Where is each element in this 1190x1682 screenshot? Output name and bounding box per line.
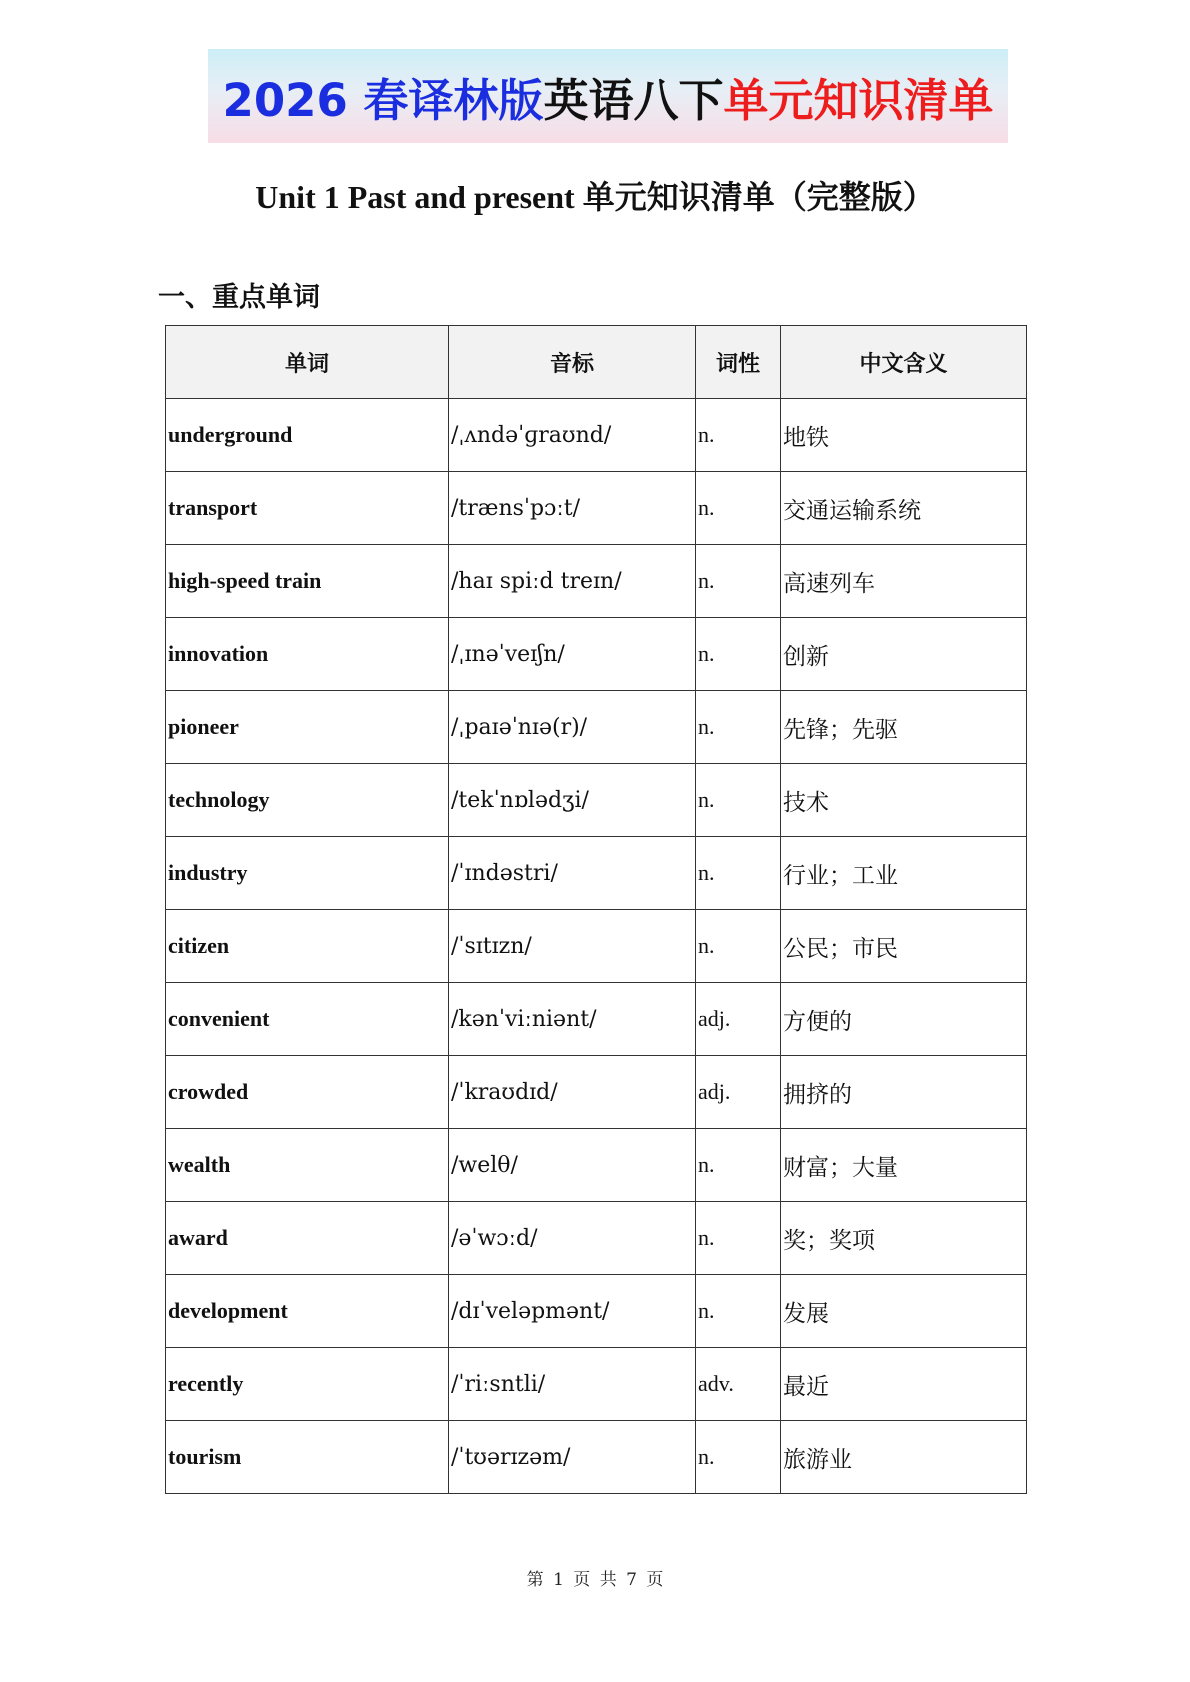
cell-phonetic: /ˈkraʊdɪd/ <box>449 1056 696 1129</box>
cell-word: transport <box>166 472 449 545</box>
table-row <box>166 983 1027 1056</box>
cell-pos: adj. <box>696 1056 781 1129</box>
cell-meaning: 公民；市民 <box>781 910 1027 983</box>
cell-phonetic: /ˌʌndəˈɡraʊnd/ <box>449 399 696 472</box>
cell-meaning: 交通运输系统 <box>781 472 1027 545</box>
cell-word: industry <box>166 837 449 910</box>
cell-phonetic: /dɪˈveləpmənt/ <box>449 1275 696 1348</box>
banner-doc-type: 单元知识清单 <box>723 73 994 127</box>
cell-word: technology <box>166 764 449 837</box>
page-footer: 第 1 页 共 7 页 <box>526 1570 664 1590</box>
cell-pos: n. <box>696 910 781 983</box>
cell-word: high-speed train <box>166 545 449 618</box>
cell-phonetic: /welθ/ <box>449 1129 696 1202</box>
cell-pos: n. <box>696 691 781 764</box>
table-row <box>166 1421 1027 1494</box>
table-row <box>166 1056 1027 1129</box>
table-row <box>166 618 1027 691</box>
cell-meaning: 奖；奖项 <box>781 1202 1027 1275</box>
cell-pos: n. <box>696 1129 781 1202</box>
table-row <box>166 399 1027 472</box>
cell-word: citizen <box>166 910 449 983</box>
table-row <box>166 764 1027 837</box>
cell-pos: n. <box>696 1275 781 1348</box>
cell-pos: n. <box>696 1202 781 1275</box>
cell-phonetic: /əˈwɔːd/ <box>449 1202 696 1275</box>
table-row <box>166 1275 1027 1348</box>
cell-phonetic: /trænsˈpɔːt/ <box>449 472 696 545</box>
cell-meaning: 财富；大量 <box>781 1129 1027 1202</box>
table-row <box>166 1348 1027 1421</box>
cell-pos: adj. <box>696 983 781 1056</box>
cell-phonetic: /ˈriːsntli/ <box>449 1348 696 1421</box>
header-meaning: 中文含义 <box>781 326 1027 399</box>
banner-subject: 英语八下 <box>543 73 724 127</box>
header-phonetic: 音标 <box>449 326 696 399</box>
cell-phonetic: /haɪ spiːd treɪn/ <box>449 545 696 618</box>
cell-meaning: 发展 <box>781 1275 1027 1348</box>
cell-phonetic: /kənˈviːniənt/ <box>449 983 696 1056</box>
cell-word: development <box>166 1275 449 1348</box>
banner-edition: 2026 春译林版 <box>222 73 544 127</box>
cell-meaning: 行业；工业 <box>781 837 1027 910</box>
cell-meaning: 旅游业 <box>781 1421 1027 1494</box>
header-word: 单词 <box>166 326 449 399</box>
cell-phonetic: /ˌpaɪəˈnɪə(r)/ <box>449 691 696 764</box>
cell-word: crowded <box>166 1056 449 1129</box>
cell-meaning: 最近 <box>781 1348 1027 1421</box>
cell-meaning: 拥挤的 <box>781 1056 1027 1129</box>
cell-pos: n. <box>696 837 781 910</box>
cell-word: convenient <box>166 983 449 1056</box>
cell-meaning: 技术 <box>781 764 1027 837</box>
cell-meaning: 地铁 <box>781 399 1027 472</box>
table-header-row <box>166 326 1027 399</box>
cell-word: pioneer <box>166 691 449 764</box>
cell-pos: n. <box>696 618 781 691</box>
cell-phonetic: /ˌɪnəˈveɪʃn/ <box>449 618 696 691</box>
cell-meaning: 创新 <box>781 618 1027 691</box>
cell-meaning: 高速列车 <box>781 545 1027 618</box>
vocabulary-table <box>165 325 1027 1494</box>
cell-word: award <box>166 1202 449 1275</box>
table-row <box>166 691 1027 764</box>
header-pos: 词性 <box>696 326 781 399</box>
title-banner <box>208 49 1008 143</box>
cell-pos: n. <box>696 764 781 837</box>
cell-phonetic: /ˈsɪtɪzn/ <box>449 910 696 983</box>
cell-pos: n. <box>696 399 781 472</box>
table-row <box>166 1202 1027 1275</box>
cell-word: wealth <box>166 1129 449 1202</box>
cell-pos: n. <box>696 1421 781 1494</box>
cell-word: underground <box>166 399 449 472</box>
table-row <box>166 837 1027 910</box>
cell-meaning: 先锋；先驱 <box>781 691 1027 764</box>
cell-word: innovation <box>166 618 449 691</box>
cell-phonetic: /ˈtʊərɪzəm/ <box>449 1421 696 1494</box>
document-title: Unit 1 Past and present 单元知识清单（完整版） <box>255 179 935 215</box>
banner-text <box>223 64 994 129</box>
table-row <box>166 1129 1027 1202</box>
cell-meaning: 方便的 <box>781 983 1027 1056</box>
cell-word: tourism <box>166 1421 449 1494</box>
cell-pos: n. <box>696 472 781 545</box>
table-row <box>166 472 1027 545</box>
table-row <box>166 545 1027 618</box>
cell-phonetic: /ˈɪndəstri/ <box>449 837 696 910</box>
section-heading: 一、重点单词 <box>158 282 320 313</box>
cell-pos: adv. <box>696 1348 781 1421</box>
cell-pos: n. <box>696 545 781 618</box>
cell-phonetic: /tekˈnɒlədʒi/ <box>449 764 696 837</box>
table-row <box>166 910 1027 983</box>
cell-word: recently <box>166 1348 449 1421</box>
